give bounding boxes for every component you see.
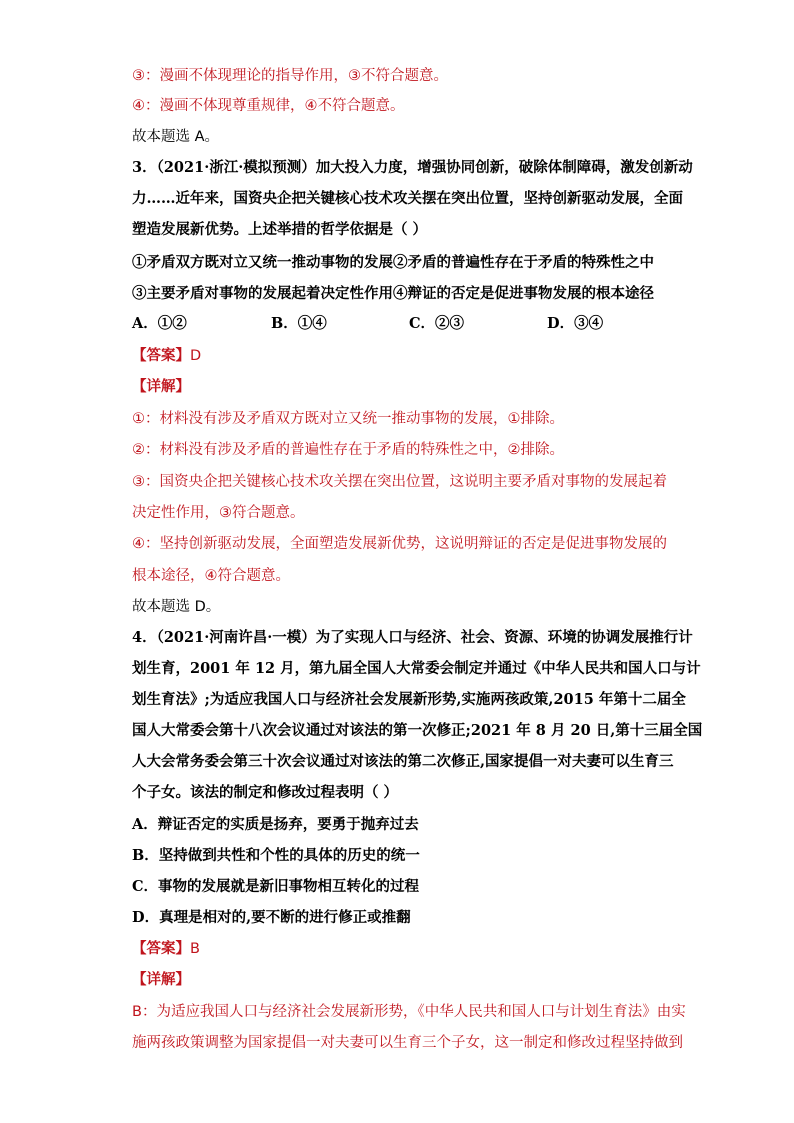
q4-option-a: A．辩证否定的实质是扬弃，要勇于抛弃过去 (132, 816, 419, 833)
answer-label: 【答案】 (132, 347, 190, 364)
q3-option-d: D．③④ (547, 315, 604, 332)
answer-label: 【答案】 (132, 940, 190, 957)
q3-stem-line-2: 力……近年来，国资央企把关键核心技术攻关摆在突出位置，坚持创新驱动发展，全面 (132, 190, 683, 207)
q3-statement-2: ③主要矛盾对事物的发展起着决定性作用④辩证的否定是促进事物发展的根本途径 (132, 285, 654, 302)
q3-detail-line-2: ②：材料没有涉及矛盾的普遍性存在于矛盾的特殊性之中，②排除。 (132, 442, 564, 458)
q3-stem-line-3: 塑造发展新优势。上述举措的哲学依据是（ ） (132, 221, 428, 238)
q4-option-d: D．真理是相对的,要不断的进行修正或推翻 (132, 909, 411, 926)
q3-option-b: B．①④ (271, 315, 327, 332)
conclusion-q3: 故本题选 D。 (132, 599, 221, 615)
answer-value: B (190, 941, 200, 957)
detail-line-4: ④：漫画不体现尊重规律，④不符合题意。 (132, 98, 405, 114)
q4-stem-line-1: 4．（2021·河南许昌·一模）为了实现人口与经济、社会、资源、环境的协调发展推行计 (132, 629, 693, 646)
q3-detail-line-6: 根本途径，④符合题意。 (132, 568, 290, 584)
q3-statement-1: ①矛盾双方既对立又统一推动事物的发展②矛盾的普遍性存在于矛盾的特殊性之中 (132, 254, 654, 271)
q3-answer (132, 346, 201, 366)
q3-detail-line-4: 决定性作用，③符合题意。 (132, 505, 305, 521)
q4-option-b: B．坚持做到共性和个性的具体的历史的统一 (132, 847, 420, 864)
detail-line-3: ③：漫画不体现理论的指导作用，③不符合题意。 (132, 68, 448, 84)
q4-stem-line-2: 划生育，2001 年 12 月，第九届全国人大常委会制定并通过《中华人民共和国人口与计 (132, 660, 701, 677)
q4-detail-line-2: 施两孩政策调整为国家提倡一对夫妻可以生育三个子女，这一制定和修改过程坚持做到 (132, 1035, 683, 1051)
q3-detail-label: 【详解】 (132, 378, 190, 395)
q3-option-a: A．①② (132, 315, 187, 332)
q4-option-c: C．事物的发展就是新旧事物相互转化的过程 (132, 878, 420, 895)
q3-detail-line-1: ①：材料没有涉及矛盾双方既对立又统一推动事物的发展，①排除。 (132, 411, 564, 427)
answer-value: D (190, 348, 202, 364)
q4-detail-label: 【详解】 (132, 971, 190, 988)
q3-detail-line-5: ④：坚持创新驱动发展，全面塑造发展新优势，这说明辩证的否定是促进事物发展的 (132, 536, 667, 552)
q4-detail-line-1: B：为适应我国人口与经济社会发展新形势，《中华人民共和国人口与计划生育法》由实 (132, 1004, 686, 1020)
q4-answer (132, 939, 200, 959)
conclusion-q2: 故本题选 A。 (132, 129, 220, 145)
q4-stem-line-4: 国人大常委会第十八次会议通过对该法的第一次修正;2021 年 8 月 20 日,第十三届全国 (132, 722, 703, 739)
q3-option-c: C．②③ (409, 315, 465, 332)
q3-stem-line-1: 3．（2021·浙江·模拟预测）加大投入力度，增强协同创新，破除体制障碍，激发创新动 (132, 159, 693, 176)
q4-stem-line-3: 划生育法》;为适应我国人口与经济社会发展新形势,实施两孩政策,2015 年第十二届全 (132, 691, 686, 708)
q3-detail-line-3: ③：国资央企把关键核心技术攻关摆在突出位置，这说明主要矛盾对事物的发展起着 (132, 474, 667, 490)
q4-stem-line-5: 人大会常务委会第三十次会议通过对该法的第二次修正,国家提倡一对夫妻可以生育三 (132, 753, 674, 770)
q4-stem-line-6: 个子女。该法的制定和修改过程表明（ ） (132, 784, 399, 801)
